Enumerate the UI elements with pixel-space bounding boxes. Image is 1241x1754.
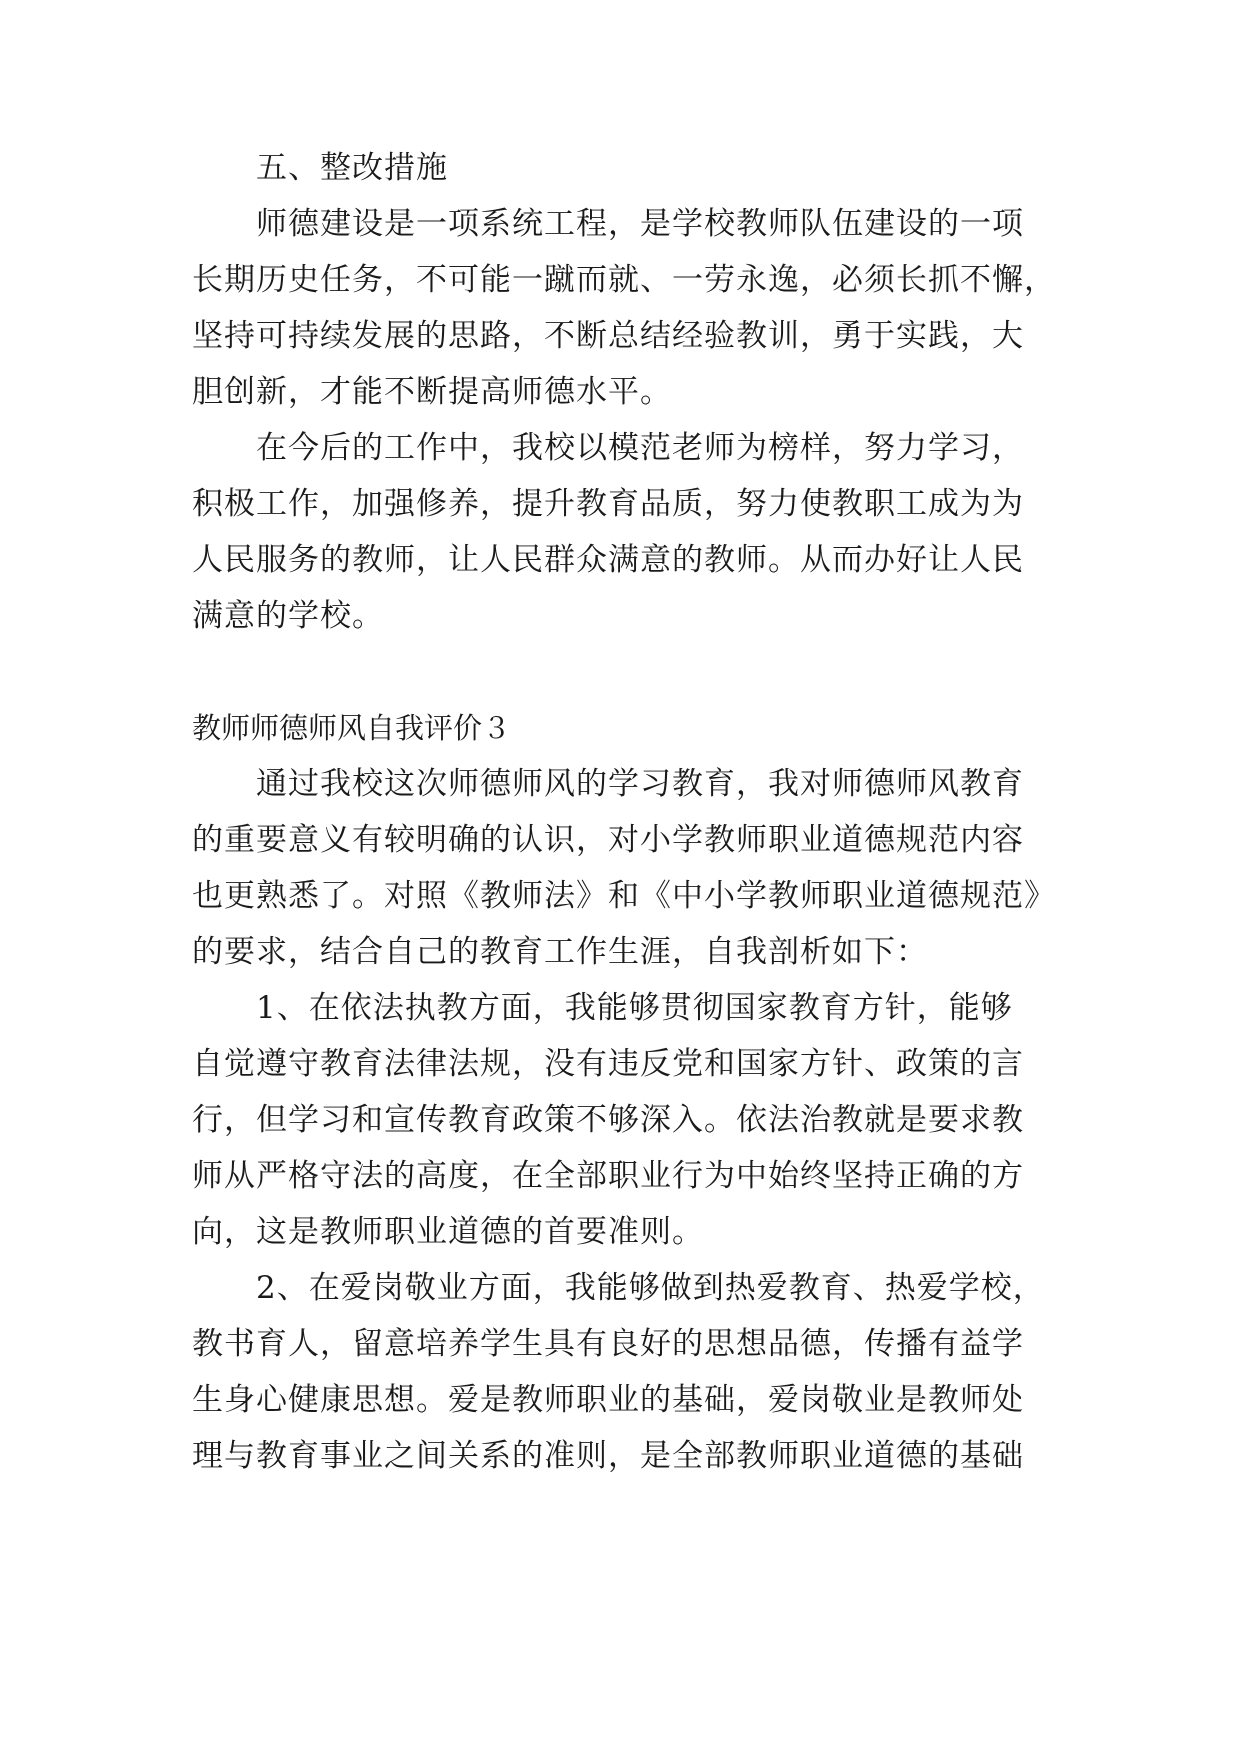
- paragraph-line: 人民服务的教师，让人民群众满意的教师。从而办好让人民: [192, 542, 1024, 578]
- paragraph-line: 理与教育事业之间关系的准则，是全部教师职业道德的基础: [192, 1438, 1024, 1474]
- paragraph-line: 在今后的工作中，我校以模范老师为榜样，努力学习，: [256, 430, 1024, 466]
- paragraph-line: 的重要意义有较明确的认识，对小学教师职业道德规范内容: [192, 822, 1024, 858]
- paragraph-line: 向，这是教师职业道德的首要准则。: [192, 1214, 704, 1250]
- section-heading: 五、整改措施: [256, 150, 448, 186]
- paragraph-line: 行，但学习和宣传教育政策不够深入。依法治教就是要求教: [192, 1102, 1024, 1138]
- article-title: 教师师德师风自我评价３: [192, 711, 512, 745]
- paragraph-line: 师德建设是一项系统工程，是学校教师队伍建设的一项: [256, 206, 1024, 242]
- paragraph-line: 坚持可持续发展的思路，不断总结经验教训，勇于实践，大: [192, 318, 1024, 354]
- paragraph-line: 师从严格守法的高度，在全部职业行为中始终坚持正确的方: [192, 1158, 1024, 1194]
- paragraph-line: 2、在爱岗敬业方面，我能够做到热爱教育、热爱学校，: [256, 1270, 1045, 1306]
- paragraph-line: 积极工作，加强修养，提升教育品质，努力使教职工成为为: [192, 486, 1024, 522]
- paragraph-line: 满意的学校。: [192, 598, 384, 634]
- paragraph-line: 生身心健康思想。爱是教师职业的基础，爱岗敬业是教师处: [192, 1382, 1024, 1418]
- paragraph-line: 也更熟悉了。对照《教师法》和《中小学教师职业道德规范》: [192, 878, 1056, 914]
- paragraph-line: 长期历史任务，不可能一蹴而就、一劳永逸，必须长抓不懈，: [192, 262, 1056, 298]
- paragraph-line: 通过我校这次师德师风的学习教育，我对师德师风教育: [256, 766, 1024, 802]
- paragraph-line: 1、在依法执教方面，我能够贯彻国家教育方针，能够: [256, 990, 1013, 1026]
- paragraph-line: 自觉遵守教育法律法规，没有违反党和国家方针、政策的言: [192, 1046, 1024, 1082]
- paragraph-line: 教书育人，留意培养学生具有良好的思想品德，传播有益学: [192, 1326, 1024, 1362]
- paragraph-line: 的要求，结合自己的教育工作生涯，自我剖析如下：: [192, 934, 928, 970]
- paragraph-line: 胆创新，才能不断提高师德水平。: [192, 374, 672, 410]
